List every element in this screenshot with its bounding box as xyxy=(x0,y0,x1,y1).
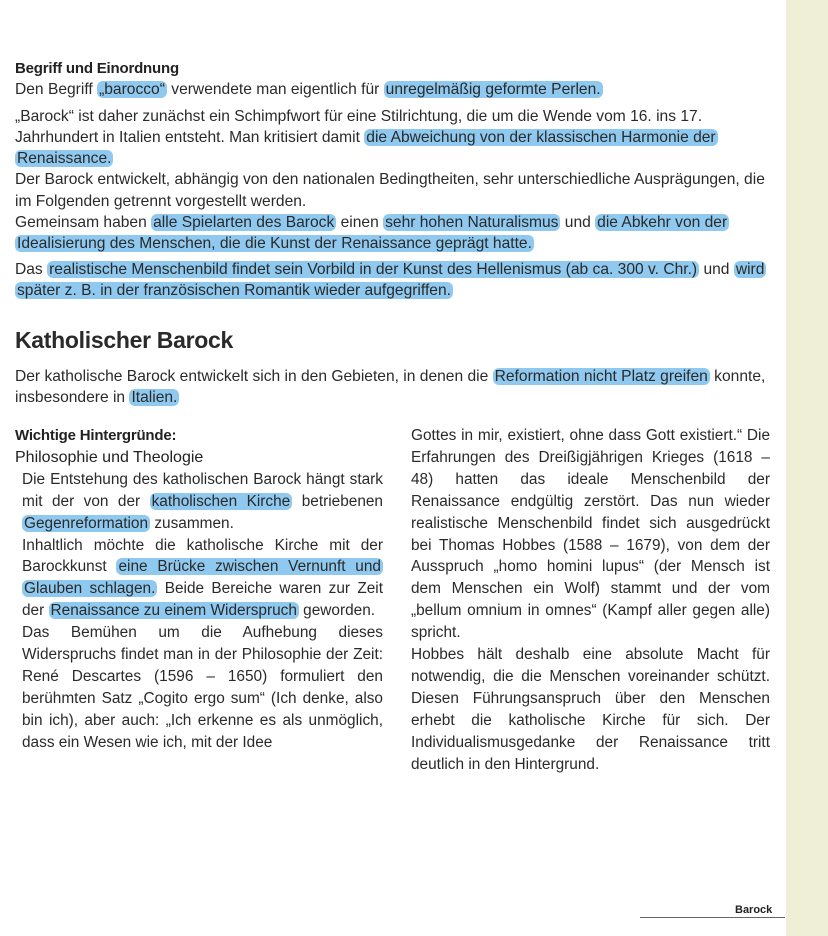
section-title: Katholischer Barock xyxy=(15,327,233,353)
intro-paragraph-4 xyxy=(15,212,775,255)
text-span: Der katholische Barock entwickelt sich in den Gebieten, in denen die xyxy=(15,368,493,385)
text-span: konnte, insbesondere in xyxy=(15,368,766,406)
left-paragraph-3: Das Bemühen um die Aufhebung dieses Widerspruchs findet man in der Philosophie der Zeit: René Descartes (1596 – 1650) formuliert den berühmten Satz „Cogito ergo sum“ (Ich denke, also bin ich), aber auch: „Ich erkenne es als unmöglich, dass ein Wesen wie ich, mit der Idee xyxy=(22,624,383,751)
highlight-span: unregelmäßig geformte Perlen. xyxy=(385,81,601,99)
text-span: geworden. xyxy=(298,602,376,620)
intro-section xyxy=(15,58,775,301)
highlight-span: die Abkehr von der Idealisierung des Menschen, die die Kunst der Renaissance geprägt hatte. xyxy=(17,214,728,253)
highlight-span: sehr hohen Naturalismus xyxy=(385,214,559,232)
intro-paragraph-2 xyxy=(15,106,775,170)
text-span: und xyxy=(560,214,596,232)
highlight-span: Reformation nicht Platz greifen xyxy=(494,368,708,385)
left-paragraph-2 xyxy=(22,535,383,623)
right-paragraph-2: Hobbes hält deshalb eine absolute Macht für notwendig, die die Menschen voreinander schützt. Diesen Führungsanspruch über den Menschen erhebt die katholische Kirche für sich. Der Individualismusgedanke der Renaissance tritt deutlich in den Hintergrund. xyxy=(411,646,770,773)
text-span: Beide Bereiche waren zur Zeit der xyxy=(22,580,383,620)
background-heading: Wichtige Hintergründe: xyxy=(15,427,177,444)
highlight-span: die Abweichung von der klassischen Harmonie der Renaissance. xyxy=(17,128,716,168)
section-lead xyxy=(15,366,775,408)
text-span: Das xyxy=(15,260,48,278)
intro-paragraph-5 xyxy=(15,259,775,302)
text-span: „Barock“ ist daher zunächst ein Schimpfwort für eine Stilrichtung, die um die Wende vom 16. ins 17. Jahrhundert in Italien entsteht. Man kritisiert damit xyxy=(15,107,703,146)
text-span: betriebenen xyxy=(292,492,383,510)
philosophy-subheading: Philosophie und Theologie xyxy=(15,448,204,466)
text-span: Den Begriff xyxy=(15,81,98,99)
highlight-span: alle Spielarten des Barock xyxy=(153,214,335,232)
left-column xyxy=(15,425,383,754)
highlight-span: realistische Menschenbild findet sein Vorbild in der Kunst des Hellenismus (ab ca. 300 v. Chr.) xyxy=(49,260,698,278)
highlight-span: wird später z. B. in der französischen Romantik wieder aufgegriffen. xyxy=(17,260,765,299)
highlight-span: katholischen Kirche xyxy=(151,492,291,510)
footer-rule xyxy=(640,917,785,918)
left-paragraph-1 xyxy=(22,469,383,535)
footer-label: Barock xyxy=(735,904,773,916)
right-column xyxy=(411,425,770,776)
intro-paragraph-3: Der Barock entwickelt, abhängig von den nationalen Bedingtheiten, sehr unterschiedliche Ausprägungen, die im Folgenden getrennt vorgestellt werden. xyxy=(15,171,765,210)
text-span: zusammen. xyxy=(150,514,234,532)
left-column-body xyxy=(15,469,383,754)
highlight-span: Italien. xyxy=(131,389,178,406)
text-span: Gemeinsam haben xyxy=(15,214,152,232)
intro-paragraph-1 xyxy=(15,79,775,100)
highlight-span: „barocco“ xyxy=(99,81,165,99)
text-span: und xyxy=(699,260,734,278)
highlight-span: Gegenreformation xyxy=(24,514,149,532)
text-span: verwendete man eigentlich für xyxy=(166,81,384,99)
highlight-span: eine Brücke zwischen Vernunft und Glauben schlagen. xyxy=(24,558,381,598)
text-span: einen xyxy=(336,214,384,232)
right-paragraph-1: Gottes in mir, existiert, ohne dass Gott existiert.“ Die Erfahrungen des Dreißigjährigen Krieges (1618 – 48) hatten das ideale Menschenbild der Renaissance endgültig zerstört. Das nun wieder realistische Menschenbild findet sich ausgedrückt bei Thomas Hobbes (1588 – 1679), von dem der Ausspruch „homo homini lupus“ (der Mensch ist dem Menschen ein Wolf) stammt und der vom „bellum omnium in omnes“ (Kampf aller gegen alle) spricht. xyxy=(411,427,770,642)
text-span: Die Entstehung des katholischen Barock hängt stark mit der von der xyxy=(22,470,383,510)
text-span: Inhaltlich möchte die katholische Kirche mit der Barockkunst xyxy=(22,536,383,576)
highlight-span: Renaissance zu einem Widerspruch xyxy=(50,602,297,620)
page-edge-strip xyxy=(786,0,828,936)
intro-heading: Begriff und Einordnung xyxy=(15,60,179,77)
